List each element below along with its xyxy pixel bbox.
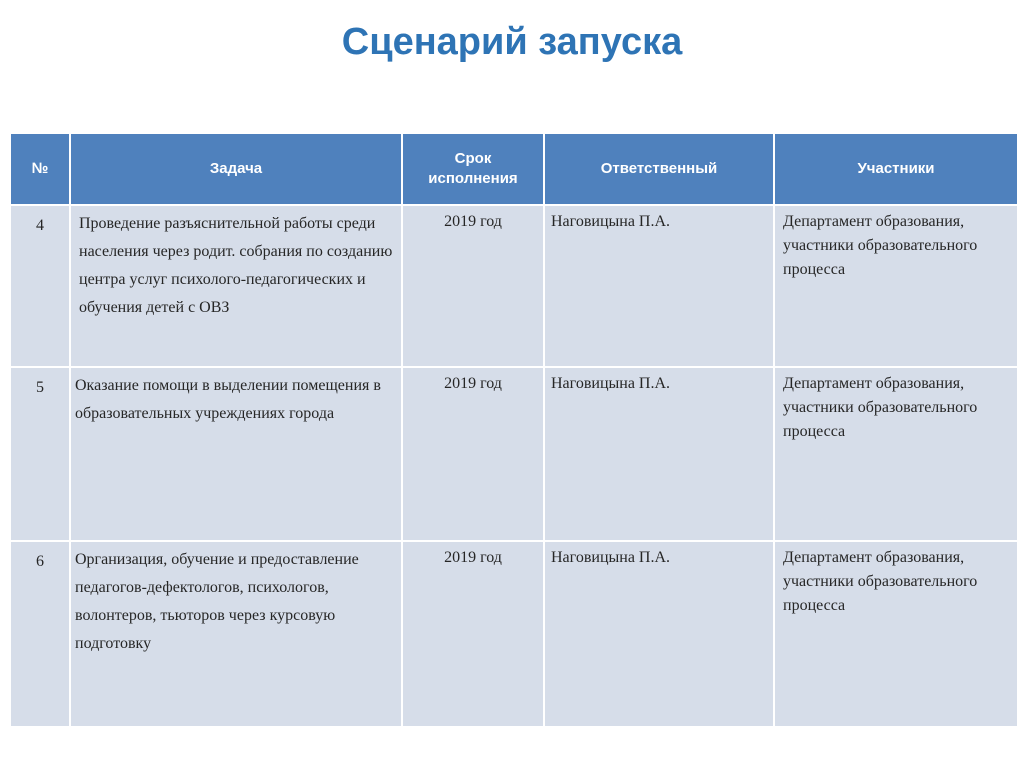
header-deadline-line1: Срок — [454, 150, 492, 167]
row-deadline: 2019 год — [402, 541, 544, 727]
header-responsible: Ответственный — [544, 133, 774, 205]
header-deadline — [402, 133, 544, 205]
header-deadline-line2: исполнения — [428, 170, 518, 187]
row-responsible: Наговицына П.А. — [544, 367, 774, 541]
table-row — [10, 367, 1018, 541]
row-task: Организация, обучение и предоставление педагогов-дефектологов, психологов, волонтеров, тьюторов через курсовую подготовку — [70, 541, 402, 727]
row-task: Оказание помощи в выделении помещения в образовательных учреждениях города — [70, 367, 402, 541]
header-participants: Участники — [774, 133, 1018, 205]
row-responsible: Наговицына П.А. — [544, 541, 774, 727]
header-num: № — [10, 133, 70, 205]
row-num: 6 — [10, 541, 70, 727]
row-participants: Департамент образования, участники образовательного процесса — [774, 367, 1018, 541]
page-title: Сценарий запуска — [341, 21, 683, 63]
row-num: 4 — [10, 205, 70, 367]
launch-scenario-table — [9, 132, 1019, 728]
row-deadline: 2019 год — [402, 205, 544, 367]
header-task: Задача — [70, 133, 402, 205]
table-header-row — [10, 133, 1018, 205]
table-row — [10, 541, 1018, 727]
row-participants: Департамент образования, участники образовательного процесса — [774, 205, 1018, 367]
row-participants: Департамент образования, участники образовательного процесса — [774, 541, 1018, 727]
row-deadline: 2019 год — [402, 367, 544, 541]
table-row — [10, 205, 1018, 367]
row-responsible: Наговицына П.А. — [544, 205, 774, 367]
row-task: Проведение разъяснительной работы среди населения через родит. собрания по созданию центра услуг психолого-педагогических и обучения детей с ОВЗ — [70, 205, 402, 367]
row-num: 5 — [10, 367, 70, 541]
